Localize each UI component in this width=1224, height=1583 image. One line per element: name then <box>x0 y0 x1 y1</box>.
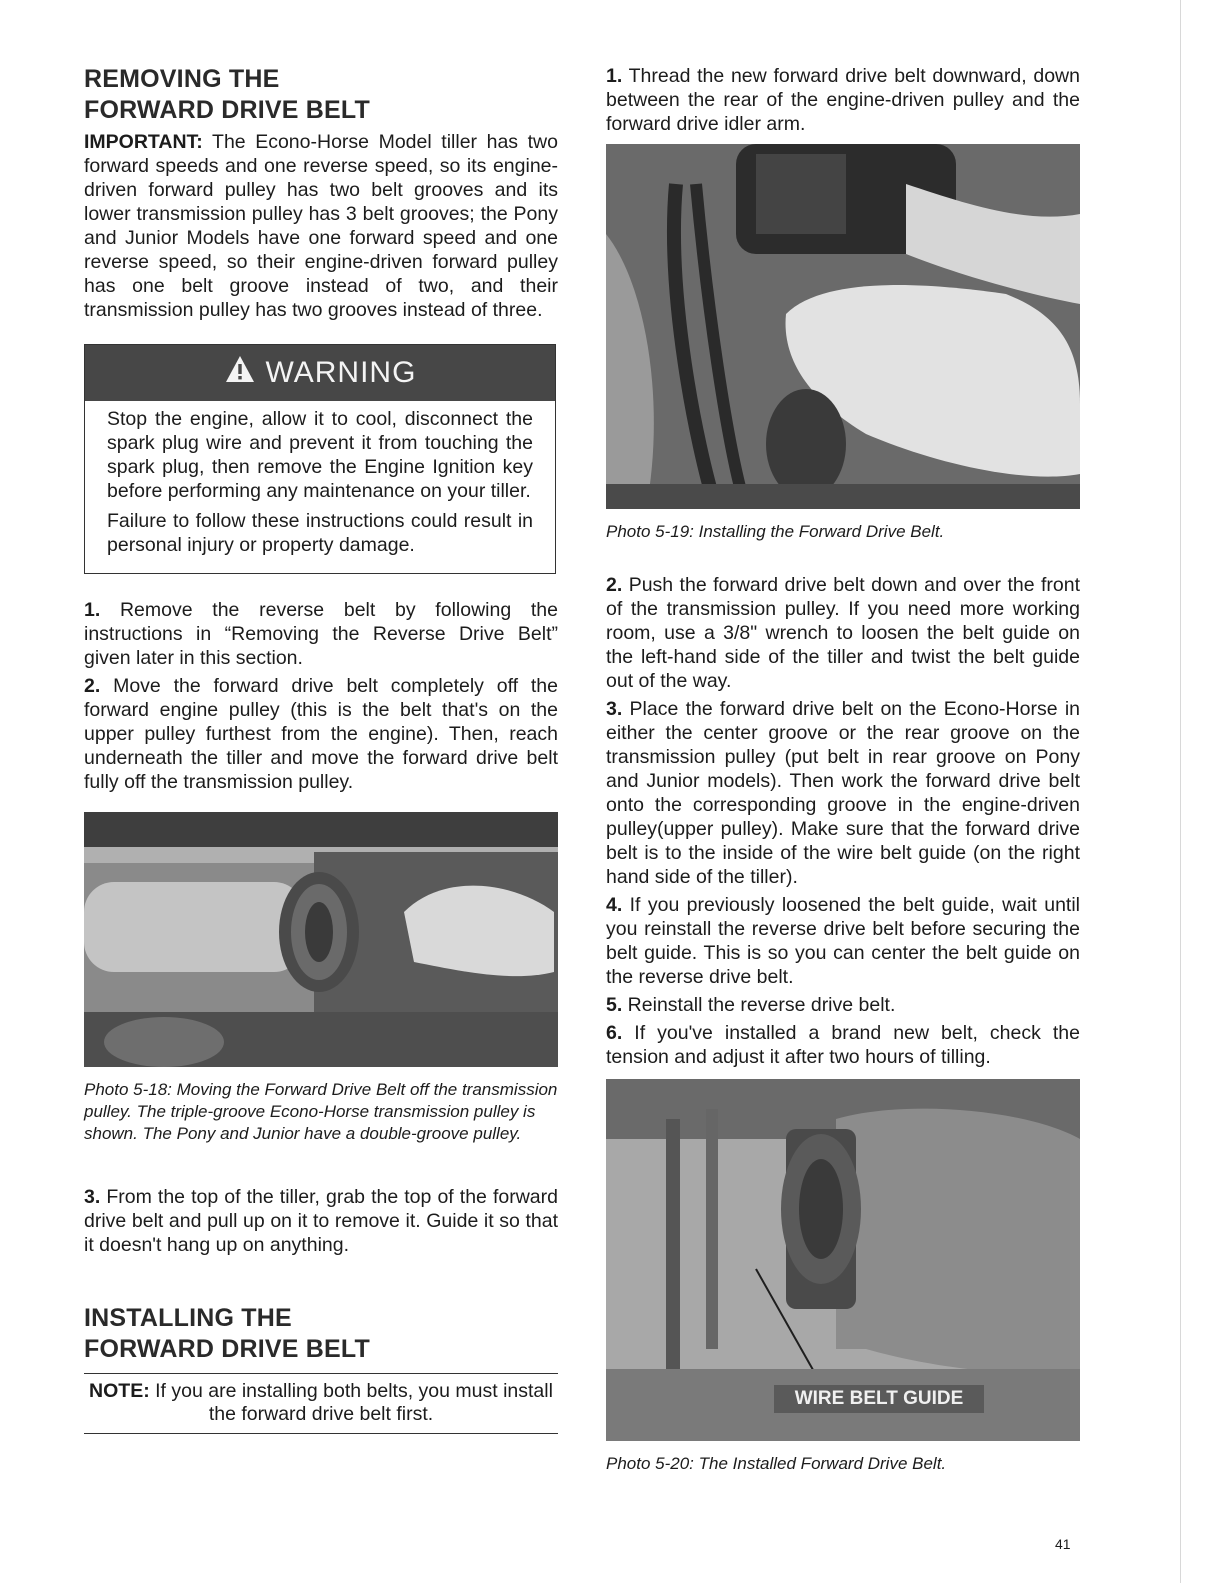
warning-title: WARNING <box>265 356 417 389</box>
important-text: The Econo-Horse Model tiller has two forward speeds and one reverse speed, so its engine-driven forward pulley has two belt grooves and its lower transmission pulley has 3 belt grooves; the Pony and Junior Models have one forward speed and one reverse speed, so their engine-driven forward pulley has one belt groove instead of two, and their transmission pulley has two grooves instead of three. <box>84 131 558 321</box>
left-column <box>84 64 558 1434</box>
step-number: 3. <box>606 698 623 720</box>
step-number: 5. <box>606 994 623 1016</box>
warning-box <box>84 344 556 574</box>
removing-step-3-wrap <box>84 1185 558 1257</box>
step-text: From the top of the tiller, grab the top of the forward drive belt and pull up on it to remove it. Guide it so that it doesn't hang up on anything. <box>84 1186 558 1256</box>
photo-5-19 <box>606 144 1080 509</box>
warning-body <box>85 401 555 573</box>
installing-step-6 <box>606 1021 1080 1069</box>
step-number: 3. <box>84 1186 101 1208</box>
photo-5-19-caption: Photo 5-19: Installing the Forward Drive Belt. <box>606 522 945 541</box>
step-text: Thread the new forward drive belt downward, down between the rear of the engine-driven pulley and the forward drive idler arm. <box>606 65 1080 135</box>
page-number: 41 <box>1055 1536 1071 1552</box>
step-number: 2. <box>84 675 101 697</box>
removing-step-1 <box>84 598 558 670</box>
important-paragraph <box>84 130 558 322</box>
installing-step-3 <box>606 697 1080 889</box>
important-label: IMPORTANT: <box>84 131 203 153</box>
page-edge-line <box>1180 0 1181 1583</box>
photo-5-20 <box>606 1079 1080 1441</box>
step-number: 2. <box>606 574 623 596</box>
warning-header <box>85 345 555 401</box>
removing-step-3 <box>84 1185 558 1257</box>
note-box <box>84 1373 558 1434</box>
step-number: 6. <box>606 1022 623 1044</box>
photo-5-18 <box>84 812 558 1067</box>
section-heading-installing <box>84 1303 558 1365</box>
step-number: 4. <box>606 894 623 916</box>
heading-line-2: FORWARD DRIVE BELT <box>84 1335 371 1363</box>
step-text: Reinstall the reverse drive belt. <box>622 994 896 1016</box>
step-text: If you've installed a brand new belt, check the tension and adjust it after two hours of tilling. <box>606 1022 1080 1068</box>
installing-step-1 <box>606 64 1080 136</box>
step-text: Push the forward drive belt down and over the front of the transmission pulley. If you need more working room, use a 3/8" wrench to loosen the belt guide on the left-hand side of the tiller and twist the belt guide out of the way. <box>606 574 1080 692</box>
step-text: If you previously loosened the belt guide, wait until you reinstall the reverse drive belt before securing the belt guide. This is so you can center the belt guide on the reverse drive belt. <box>606 894 1080 988</box>
step-text: Place the forward drive belt on the Econo-Horse in either the center groove or the rear groove on the transmission pulley (put belt in rear groove on Pony and Junior models). Then work the forward drive belt onto the corresponding groove in the engine-driven pulley(upper pulley). Make sure that the forward drive belt is to the inside of the wire belt guide (on the right hand side of the tiller). <box>606 698 1080 888</box>
warning-text-2: Failure to follow these instructions could result in personal injury or property damage. <box>107 510 533 556</box>
installing-step-2 <box>606 573 1080 693</box>
heading-line-2: FORWARD DRIVE BELT <box>84 96 371 124</box>
step-number: 1. <box>84 599 101 621</box>
warning-text-1: Stop the engine, allow it to cool, disconnect the spark plug wire and prevent it from touching the spark plug, then remove the Engine Ignition key before performing any maintenance on your tiller. <box>107 408 533 502</box>
note-label: NOTE: <box>89 1380 150 1402</box>
step-number: 1. <box>606 65 623 87</box>
photo-5-20-caption: Photo 5-20: The Installed Forward Drive Belt. <box>606 1454 947 1473</box>
removing-step-2 <box>84 674 558 794</box>
note-text: If you are installing both belts, you must install the forward drive belt first. <box>149 1380 553 1425</box>
photo-5-18-caption: Photo 5-18: Moving the Forward Drive Belt off the transmission pulley. The triple-groove Econo-Horse transmission pulley is shown. The Pony and Junior have a double-groove pulley. <box>84 1080 558 1143</box>
installing-steps <box>606 573 1080 1069</box>
section-heading-removing <box>84 64 558 126</box>
warning-triangle-icon <box>224 354 256 392</box>
heading-line-1: INSTALLING THE <box>84 1304 292 1332</box>
step-text: Remove the reverse belt by following the instructions in “Removing the Reverse Drive Belt” given later in this section. <box>84 599 558 669</box>
installing-step-5 <box>606 993 1080 1017</box>
step-text: Move the forward drive belt completely off the forward engine pulley (this is the belt that's on the upper pulley furthest from the engine). Then, reach underneath the tiller and move the forward drive belt fully off the transmission pulley. <box>84 675 558 793</box>
right-column <box>606 64 1080 1475</box>
removing-steps <box>84 598 558 794</box>
heading-line-1: REMOVING THE <box>84 65 280 93</box>
wire-belt-guide-label: WIRE BELT GUIDE <box>794 1388 964 1409</box>
installing-step-4 <box>606 893 1080 989</box>
